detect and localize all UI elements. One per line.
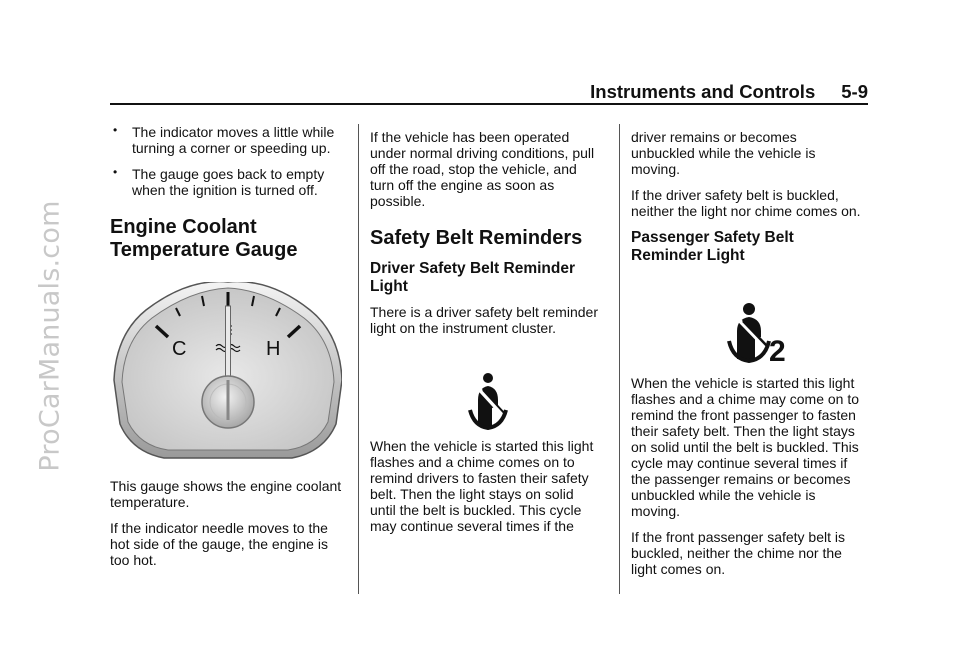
watermark: ProCarManuals.com <box>34 200 66 472</box>
section-heading: Engine Coolant Temperature Gauge <box>110 216 298 261</box>
gauge-label-cold: C <box>172 338 187 360</box>
subsection-heading: Passenger Safety Belt Reminder Light <box>631 229 794 264</box>
coolant-gauge-figure <box>110 282 342 462</box>
seatbelt-icon <box>370 346 602 438</box>
paragraph: This gauge shows the engine coolant temperature. <box>110 478 342 510</box>
paragraph: If the vehicle has been operated under normal driving conditions, pull off the road, stop the vehicle, and turn off the engine as soon as possible. <box>370 129 595 209</box>
section-title: Instruments and Controls <box>590 81 816 102</box>
paragraph: If the driver safety belt is buckled, neither the light nor chime comes on. <box>631 187 861 219</box>
section-heading: Safety Belt Reminders <box>370 227 583 249</box>
paragraph: If the front passenger safety belt is buckled, neither the chime nor the light comes on. <box>631 529 846 577</box>
page-number: 5-9 <box>841 81 868 102</box>
page-header <box>590 81 868 103</box>
paragraph: When the vehicle is started this light flashes and a chime comes on to remind drivers to fasten their safety belt. Then the light stays on solid until the belt is buckled. This cycle may continue several times if the <box>370 438 594 534</box>
paragraph: If the indicator needle moves to the hot side of the gauge, the engine is too hot. <box>110 520 328 568</box>
column-3 <box>631 124 863 587</box>
column-1 <box>110 124 342 578</box>
list-item-text: The indicator moves a little while turning a corner or speeding up. <box>132 124 335 156</box>
paragraph: There is a driver safety belt reminder light on the instrument cluster. <box>370 304 598 336</box>
column-divider <box>358 124 359 594</box>
seat-position-number: 2 <box>769 335 786 368</box>
paragraph: driver remains or becomes unbuckled while the vehicle is moving. <box>631 129 816 177</box>
list-item: • The gauge goes back to empty when the ignition is turned off. <box>113 165 325 198</box>
passenger-seatbelt-icon <box>631 273 863 369</box>
list-item: • The indicator moves a little while turning a corner or speeding up. <box>113 123 335 156</box>
header-rule <box>110 103 868 105</box>
list-item-text: The gauge goes back to empty when the ignition is turned off. <box>132 166 325 198</box>
gauge-label-hot: H <box>266 338 281 360</box>
paragraph: When the vehicle is started this light flashes and a chime may come on to remind the front passenger to fasten their safety belt. Then the light stays on solid until the belt is buckled. This cycle may continue several times if the passenger remains or becomes unbuckled while the vehicle is moving. <box>631 375 860 519</box>
column-2 <box>370 124 602 544</box>
column-divider <box>619 124 620 594</box>
subsection-heading: Driver Safety Belt Reminder Light <box>370 260 576 295</box>
